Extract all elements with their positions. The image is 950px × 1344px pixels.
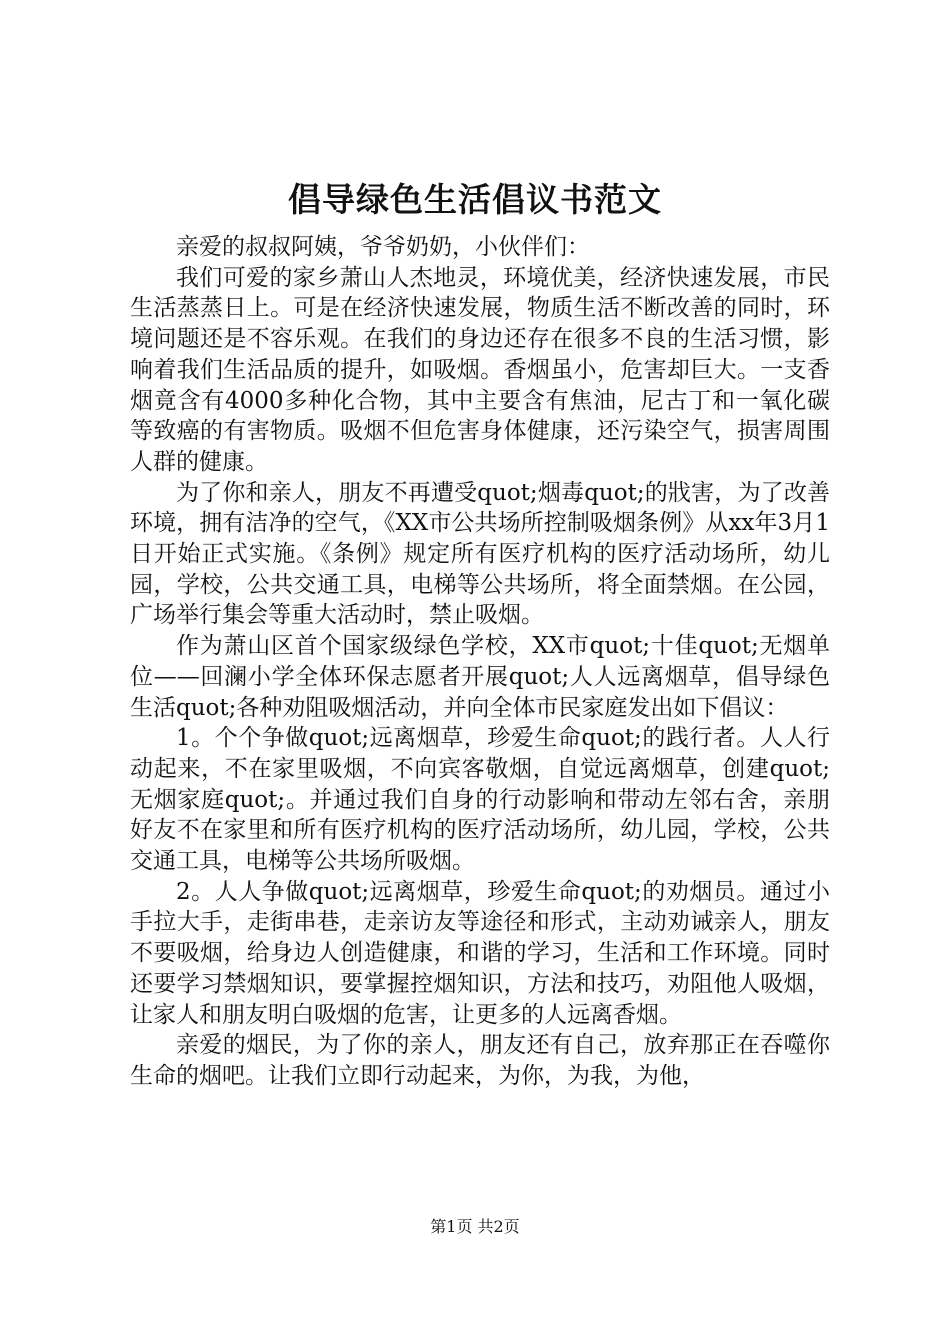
document-title: 倡导绿色生活倡议书范文 bbox=[288, 180, 662, 219]
proposal-item-2: 2。人人争做quot;远离烟草，珍爱生命quot;的劝烟员。通过小手拉大手，走街串巷，走亲访友等途径和形式，主动劝诫亲人，朋友不要吸烟，给身边人创造健康，和谐的学习，生活和工作环境。同时还要学习禁烟知识，要掌握控烟知识，方法和技巧，劝阻他人吸烟，让家人和朋友明白吸烟的危害，让更多的人远离香烟。 bbox=[130, 878, 830, 1028]
proposal-item-1: 1。个个争做quot;远离烟草，珍爱生命quot;的践行者。人人行动起来，不在家里吸烟，不向宾客敬烟，自觉远离烟草，创建quot;无烟家庭quot;。并通过我们自身的行动影响和带动左邻右舍，亲朋好友不在家里和所有医疗机构的医疗活动场所，幼儿园，学校，公共交通工具，电梯等公共场所吸烟。 bbox=[130, 725, 830, 875]
body-paragraph: 我们可爱的家乡萧山人杰地灵，环境优美，经济快速发展，市民生活蒸蒸日上。可是在经济快速发展，物质生活不断改善的同时，环境问题还是不容乐观。在我们的身边还存在很多不良的生活习惯，影响着我们生活品质的提升，如吸烟。香烟虽小，危害却巨大。一支香烟竟含有4000多种化合物，其中主要含有焦油，尼古丁和一氧化碳等致癌的有害物质。吸烟不但危害身体健康，还污染空气，损害周围人群的健康。 bbox=[130, 264, 830, 475]
body-paragraph: 作为萧山区首个国家级绿色学校，XX市quot;十佳quot;无烟单位——回澜小学全体环保志愿者开展quot;人人远离烟草，倡导绿色生活quot;各种劝阻吸烟活动，并向全体市民家庭发出如下倡议： bbox=[130, 633, 830, 721]
greeting-paragraph: 亲爱的叔叔阿姨，爷爷奶奶，小伙伴们： bbox=[176, 234, 590, 260]
document-body bbox=[130, 232, 830, 1092]
page-footer: 第1页 共2页 bbox=[430, 1217, 520, 1236]
closing-paragraph: 亲爱的烟民，为了你的亲人，朋友还有自己，放弃那正在吞噬你生命的烟吧。让我们立即行动起来，为你，为我，为他， bbox=[130, 1032, 830, 1089]
body-paragraph: 为了你和亲人，朋友不再遭受quot;烟毒quot;的戕害，为了改善环境，拥有洁净的空气，《XX市公共场所控制吸烟条例》从xx年3月1日开始正式实施。《条例》规定所有医疗机构的医疗活动场所，幼儿园，学校，公共交通工具，电梯等公共场所，将全面禁烟。在公园，广场举行集会等重大活动时，禁止吸烟。 bbox=[130, 479, 830, 629]
